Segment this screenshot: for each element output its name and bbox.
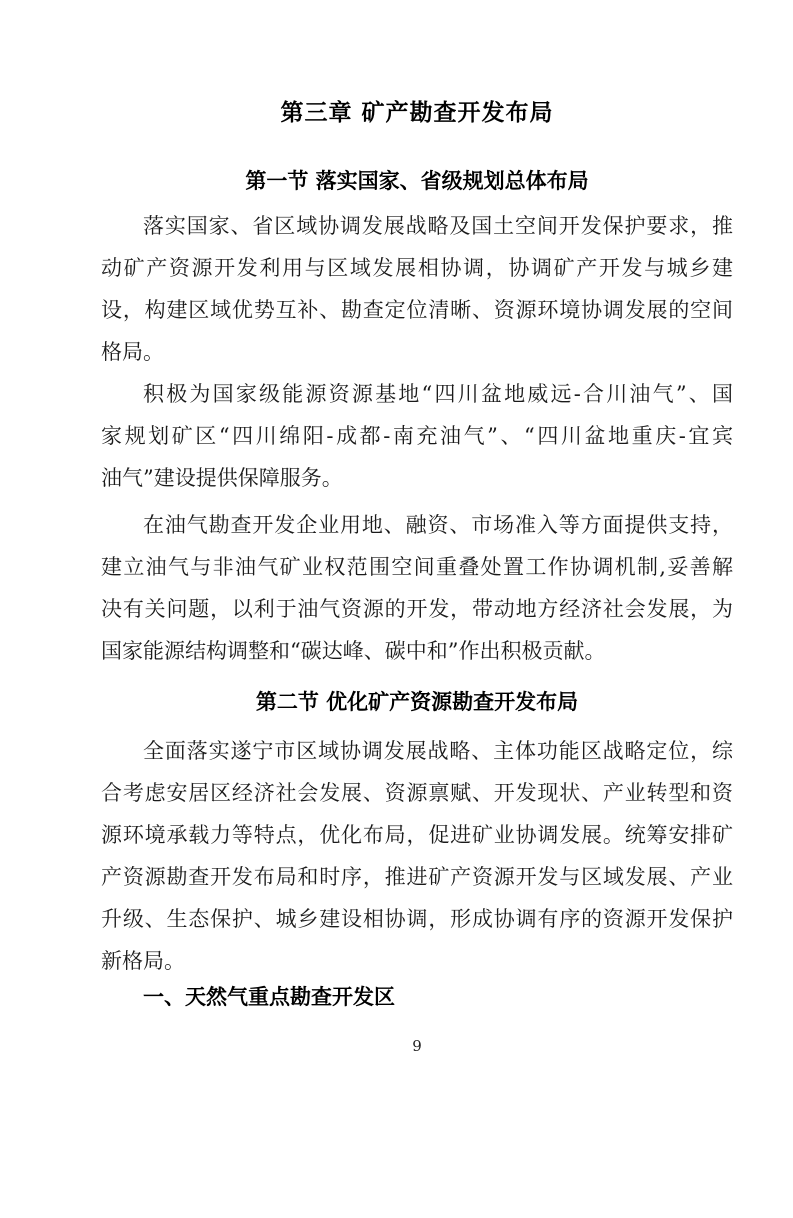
paragraph-line: 落实国家、省区域协调发展战略及国土空间开发保护要求，推 [143, 214, 733, 238]
paragraph-line: 在油气勘查开发企业用地、融资、市场准入等方面提供支持， [143, 513, 733, 537]
paragraph-1 [101, 205, 733, 373]
paragraph-line: 建立油气与非油气矿业权范围空间重叠处置工作协调机制,妥善解 [101, 555, 733, 579]
paragraph-line: 产资源勘查开发布局和时序，推进矿产资源开发与区域发展、产业 [101, 865, 733, 889]
paragraph-line: 积极为国家级能源资源基地“四川盆地威远-合川油气”、国 [143, 382, 733, 406]
section-1-heading: 第一节 落实国家、省级规划总体布局 [245, 168, 589, 193]
paragraph-line: 源环境承载力等特点，优化布局，促进矿业协调发展。统筹安排矿 [101, 823, 733, 847]
document-page [0, 96, 793, 1218]
paragraph-line: 动矿产资源开发利用与区域发展相协调，协调矿产开发与城乡建 [101, 256, 733, 280]
paragraph-2 [101, 373, 733, 499]
paragraph-line: 新格局。 [101, 949, 185, 973]
paragraph-3 [101, 504, 733, 672]
paragraph-line: 升级、生态保护、城乡建设相协调，形成协调有序的资源开发保护 [101, 907, 733, 931]
paragraph-line: 家规划矿区“四川绵阳-成都-南充油气”、“四川盆地重庆-宜宾 [101, 424, 733, 448]
document-content [101, 96, 733, 1056]
paragraph-line: 决有关问题，以利于油气资源的开发，带动地方经济社会发展，为 [101, 597, 733, 621]
subsection-heading: 一、天然气重点勘查开发区 [143, 984, 395, 1009]
paragraph-line: 油气”建设提供保障服务。 [101, 466, 343, 490]
paragraph-line: 设，构建区域优势互补、勘查定位清晰、资源环境协调发展的空间 [101, 298, 733, 322]
paragraph-4 [101, 730, 733, 982]
paragraph-line: 合考虑安居区经济社会发展、资源禀赋、开发现状、产业转型和资 [101, 781, 733, 805]
paragraph-line: 国家能源结构调整和“碳达峰、碳中和”作出积极贡献。 [101, 639, 606, 663]
paragraph-line: 格局。 [101, 340, 164, 364]
chapter-title: 第三章 矿产勘查开发布局 [280, 99, 554, 126]
paragraph-line: 全面落实遂宁市区域协调发展战略、主体功能区战略定位，综 [143, 739, 733, 763]
section-2-heading: 第二节 优化矿产资源勘查开发布局 [255, 689, 579, 714]
page-number: 9 [412, 1037, 422, 1055]
